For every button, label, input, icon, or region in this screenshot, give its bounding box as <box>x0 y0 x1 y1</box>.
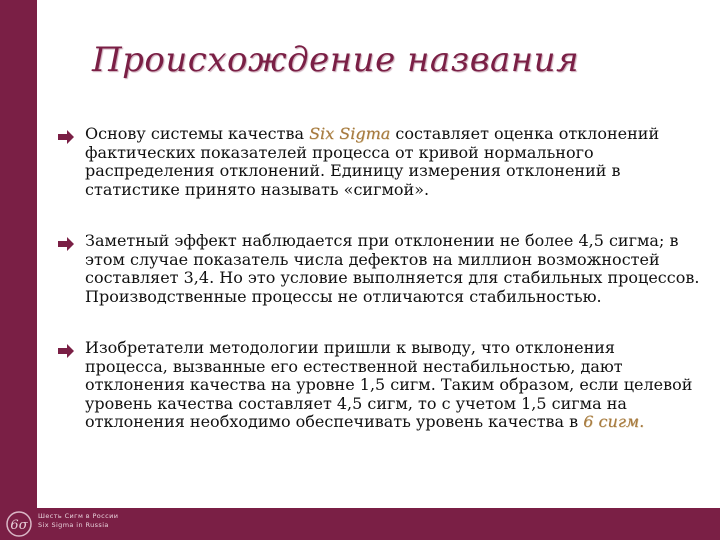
bullet-item <box>55 125 705 199</box>
six-sigm-highlight: 6 сигм. <box>583 412 645 431</box>
left-accent-bar <box>0 0 37 540</box>
bullet-list <box>55 125 705 465</box>
footer-text <box>38 512 118 529</box>
bullet-text: Заметный эффект наблюдается при отклонении не более 4,5 сигма; в этом случае показатель числа дефектов на миллион возможностей составляет 3,4. Но это условие выполняется для стабильных процессов. Производственные процессы не отличаются стабильностью. <box>85 231 700 306</box>
bullet-arrow-icon <box>55 233 77 253</box>
six-sigma-highlight: Six Sigma <box>309 124 391 143</box>
slide-title: Происхождение названия <box>92 40 580 80</box>
footer-line-ru: Шесть Сигм в России <box>38 512 119 520</box>
footer-line-en: Six Sigma in Russia <box>38 520 109 529</box>
bullet-text-after: составляет оценка отклонений фактических показателей процесса от кривой нормального распределения отклонений. Единицу измерения отклонений в статистике принято называть «сигмой». <box>85 124 660 199</box>
six-sigma-logo-icon <box>4 509 34 539</box>
logo-text: 6σ <box>10 518 28 533</box>
bullet-item <box>55 232 705 306</box>
bullet-item <box>55 339 705 432</box>
bullet-arrow-icon <box>55 340 77 360</box>
bullet-text-before: Изобретатели методологии пришли к выводу, что отклонения процесса, вызванные его естественной нестабильностью, дают отклонения качества на уровне 1,5 сигм. Таким образом, если целевой уровень качества составляет 4,5 сигм, то с учетом 1,5 сигма на отклонения необходимо обеспечивать уровень качества в <box>85 338 693 431</box>
bullet-text <box>85 339 700 432</box>
bullet-text-before: Основу системы качества <box>85 124 310 143</box>
bullet-arrow-icon <box>55 126 77 146</box>
bullet-text <box>85 125 700 199</box>
